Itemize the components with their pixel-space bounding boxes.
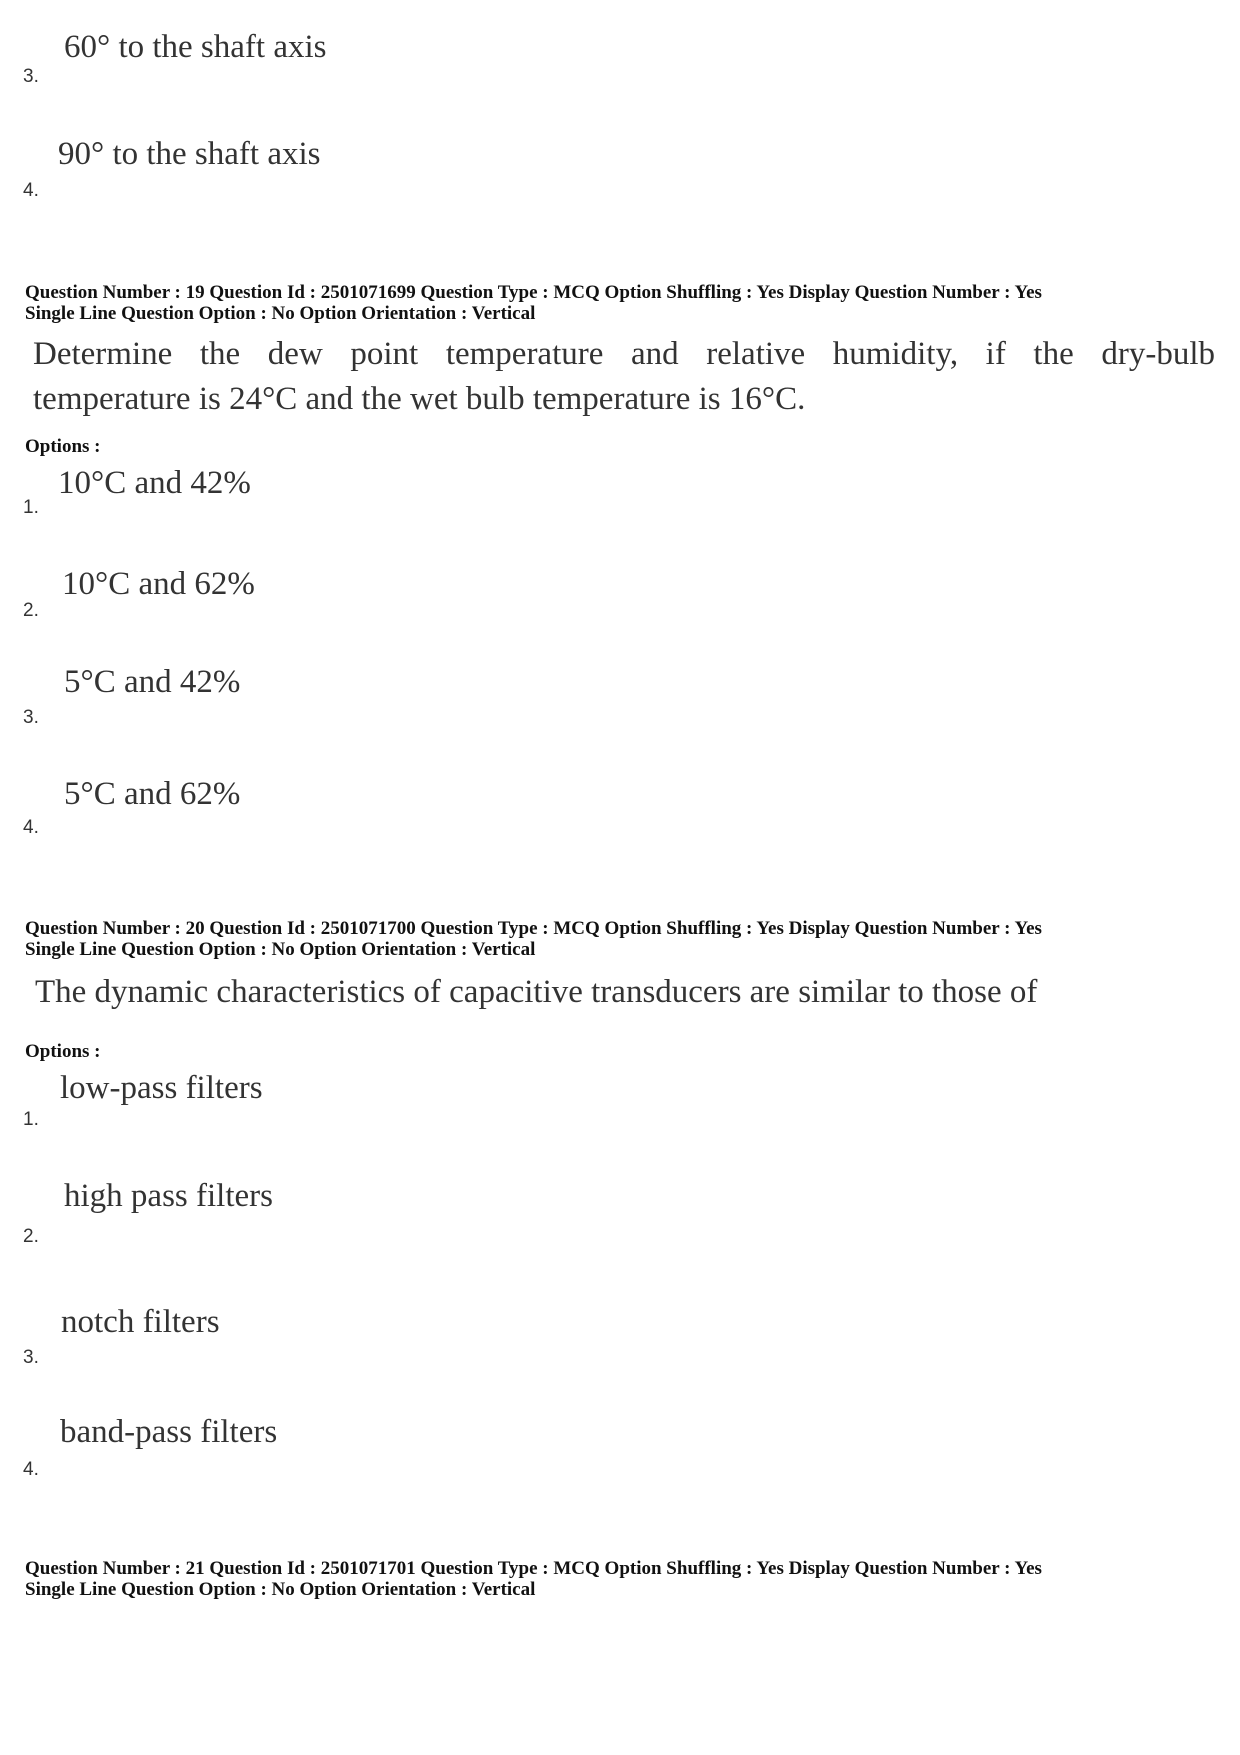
prev-option-4-text: 90° to the shaft axis xyxy=(58,136,321,172)
prev-option-3-number: 3. xyxy=(23,66,39,87)
q19-question-line-2: temperature is 24°C and the wet bulb temperature is 16°C. xyxy=(33,381,806,417)
q20-meta-line-1: Question Number : 20 Question Id : 2501071700 Question Type : MCQ Option Shuffling : Yes Display Question Number : Yes xyxy=(25,918,1042,939)
q19-option-3-text: 5°C and 42% xyxy=(64,664,241,700)
prev-option-3-text: 60° to the shaft axis xyxy=(64,29,327,65)
q20-option-4-text: band-pass filters xyxy=(60,1414,278,1450)
q20-option-1-text: low-pass filters xyxy=(60,1070,263,1106)
q19-option-1-number: 1. xyxy=(23,497,39,518)
q19-option-2-number: 2. xyxy=(23,600,39,621)
q20-option-2-number: 2. xyxy=(23,1226,39,1247)
q20-question-line-1: The dynamic characteristics of capacitive transducers are similar to those of xyxy=(35,974,1038,1010)
q20-option-1-number: 1. xyxy=(23,1109,39,1130)
q20-options-label: Options : xyxy=(25,1041,101,1062)
q19-option-4-number: 4. xyxy=(23,817,39,838)
q19-option-2-text: 10°C and 62% xyxy=(62,566,255,602)
prev-option-4-number: 4. xyxy=(23,180,39,201)
q19-option-4-text: 5°C and 62% xyxy=(64,776,241,812)
q19-meta-line-2: Single Line Question Option : No Option Orientation : Vertical xyxy=(25,303,536,324)
q20-meta-line-2: Single Line Question Option : No Option Orientation : Vertical xyxy=(25,939,536,960)
q19-option-1-text: 10°C and 42% xyxy=(58,465,251,501)
q21-meta-line-2: Single Line Question Option : No Option Orientation : Vertical xyxy=(25,1579,536,1600)
q20-option-2-text: high pass filters xyxy=(64,1178,273,1214)
q19-question-line-1: Determine the dew point temperature and relative humidity, if the dry-bulb xyxy=(33,336,1215,372)
q19-option-3-number: 3. xyxy=(23,707,39,728)
q19-meta-line-1: Question Number : 19 Question Id : 2501071699 Question Type : MCQ Option Shuffling : Yes Display Question Number : Yes xyxy=(25,282,1042,303)
q21-meta-line-1: Question Number : 21 Question Id : 2501071701 Question Type : MCQ Option Shuffling : Yes Display Question Number : Yes xyxy=(25,1558,1042,1579)
q20-option-3-text: notch filters xyxy=(61,1304,220,1340)
q20-option-4-number: 4. xyxy=(23,1459,39,1480)
q19-options-label: Options : xyxy=(25,436,101,457)
q20-option-3-number: 3. xyxy=(23,1347,39,1368)
